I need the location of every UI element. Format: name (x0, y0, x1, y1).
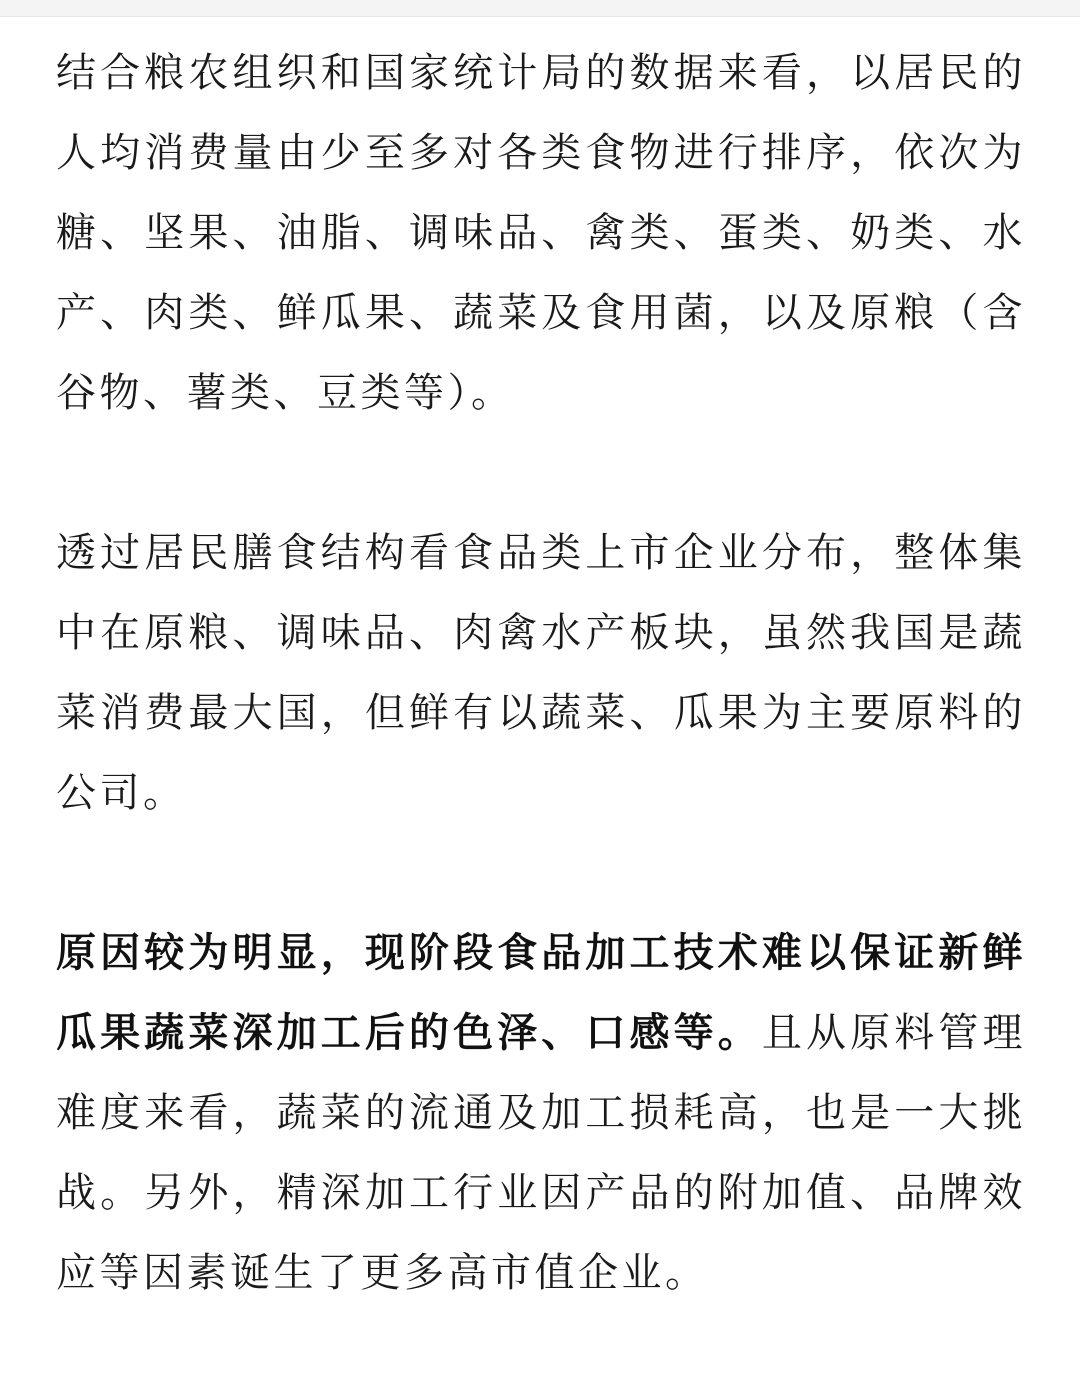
paragraph-text: 透过居民膳食结构看食品类上市企业分布，整体集中在原粮、调味品、肉禽水产板块，虽然我国是蔬菜消费最大国，但鲜有以蔬菜、瓜果为主要原料的公司。 (56, 530, 1026, 816)
paragraph-processing-challenges (56, 913, 1026, 1313)
top-divider (0, 0, 1080, 17)
article-body (56, 33, 1026, 1313)
bold-emphasis-text: 原因较为明显，现阶段食品加工技术难以保证新鲜瓜果蔬菜深加工后的色泽、口感等。 (56, 930, 1026, 1056)
paragraph-listed-companies-distribution (56, 513, 1026, 833)
paragraph-food-consumption-ranking (56, 33, 1026, 433)
paragraph-text: 且从原料管理难度来看，蔬菜的流通及加工损耗高，也是一大挑战。另外，精深加工行业因产品的附加值、品牌效应等因素诞生了更多高市值企业。 (56, 1010, 1027, 1296)
paragraph-text: 结合粮农组织和国家统计局的数据来看，以居民的人均消费量由少至多对各类食物进行排序，依次为糖、坚果、油脂、调味品、禽类、蛋类、奶类、水产、肉类、鲜瓜果、蔬菜及食用菌，以及原粮（含谷物、薯类、豆类等）。 (56, 50, 1026, 416)
